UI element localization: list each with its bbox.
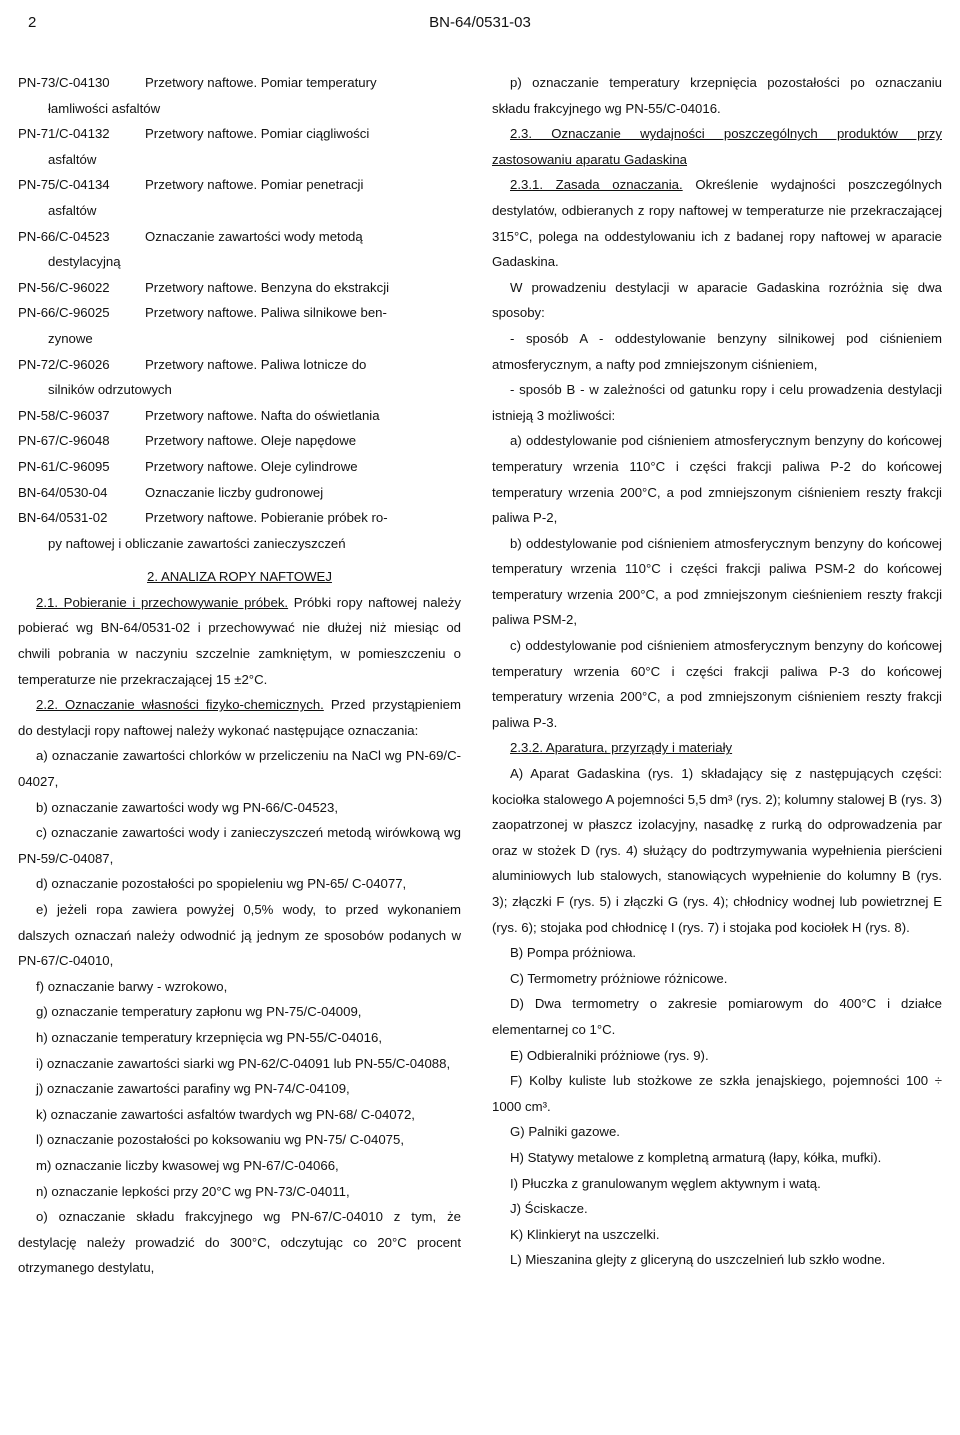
- equipment-f: F) Kolby kuliste lub stożkowe ze szkła jenajskiego, pojemności 100 ÷ 1000 cm³.: [492, 1073, 942, 1114]
- section-2-2: 2.2. Oznaczanie własności fizyko-chemicznych. Przed przystąpieniem do destylacji ropy naftowej należy wykonać następujące oznaczania:: [18, 697, 461, 738]
- reference-title: Przetwory naftowe. Oleje napędowe: [145, 433, 357, 449]
- determination-list: [18, 743, 461, 1280]
- reference-entry: [18, 224, 461, 250]
- reference-code: PN-66/C-04523: [18, 228, 110, 244]
- determination-item: k) oznaczanie zawartości asfaltów twardych wg PN-68/ C-04072,: [36, 1106, 415, 1122]
- reference-title: Przetwory naftowe. Paliwa silnikowe ben-: [145, 305, 387, 321]
- determination-item: h) oznaczanie temperatury krzepnięcia wg PN-55/C-04016,: [36, 1029, 382, 1045]
- reference-entry: [18, 480, 461, 506]
- reference-title: Przetwory naftowe. Pobieranie próbek ro-: [145, 510, 388, 526]
- reference-code: PN-72/C-96026: [18, 356, 110, 372]
- right-column: [492, 70, 942, 1273]
- section-2-3-2-title: 2.3.2. Aparatura, przyrządy i materiały: [510, 740, 733, 756]
- equipment-i: I) Płuczka z granulowanym węglem aktywnym i watą.: [510, 1175, 821, 1191]
- option-a: a) oddestylowanie pod ciśnieniem atmosferycznym benzyny do końcowej temperatury wrzenia 110°C i części frakcji paliwa P-2 do końcowej temperatury wrzenia 200°C, a pod zmniejszonym ciśnieniem reszty frakcji paliwa P-2,: [492, 433, 942, 526]
- reference-code: PN-73/C-04130: [18, 75, 110, 90]
- reference-title: Oznaczanie zawartości wody metodą: [145, 228, 363, 244]
- reference-code: PN-71/C-04132: [18, 126, 110, 142]
- reference-title: Przetwory naftowe. Benzyna do ekstrakcji: [145, 279, 390, 295]
- reference-entry: [18, 352, 461, 378]
- reference-title: Przetwory naftowe. Pomiar temperatury: [145, 75, 377, 90]
- equipment-b: B) Pompa próżniowa.: [510, 945, 637, 961]
- reference-entry: [18, 505, 461, 531]
- section-2-title: 2. ANALIZA ROPY NAFTOWEJ: [147, 569, 332, 585]
- reference-code: PN-56/C-96022: [18, 279, 110, 295]
- reference-list: [18, 70, 461, 556]
- option-b: b) oddestylowanie pod ciśnieniem atmosferycznym benzyny do końcowej temperatury wrzenia 110°C i części frakcji paliwa PSM-2 do końcowej temperatury wrzenia 200°C, a pod zmniejszonym cieśnieniem reszty frakcji paliwa PSM-2,: [492, 535, 942, 628]
- equipment-j: J) Ściskacze.: [510, 1201, 588, 1217]
- reference-code: PN-75/C-04134: [18, 177, 110, 193]
- equipment-g: G) Palniki gazowe.: [510, 1124, 620, 1140]
- reference-title: Przetwory naftowe. Pomiar penetracji: [145, 177, 364, 193]
- equipment-a: A) Aparat Gadaskina (rys. 1) składający się z następujących części: kociołka stalowego A pojemności 5,5 dm³ (rys. 2); kolumny stalowej B (rys. 3) zaopatrzonej w płaszcz izolacyjny, nasadkę z rurką do odprowadzenia par oraz w stożek D (rys. 4) służący do podtrzymywania wypełnienia pierścieni aluminiowych lub stalowych, stanowiących wypełnienie do kolumny B (rys. 3); złączki F (rys. 5) i złączki G (rys. 4); chłodnicy wodnej lub powietrznej E (rys. 6); stojaka pod chłodnicę I (rys. 7) i stojaka pod kociołek H (rys. 8).: [492, 766, 943, 935]
- determination-item: f) oznaczanie barwy - wzrokowo,: [36, 978, 228, 994]
- reference-code: PN-58/C-96037: [18, 407, 110, 423]
- determination-item: d) oznaczanie pozostałości po spopieleniu wg PN-65/ C-04077,: [36, 876, 407, 892]
- reference-code: PN-66/C-96025: [18, 305, 110, 321]
- reference-continuation: łamliwości asfaltów: [48, 100, 161, 116]
- reference-continuation: destylacyjną: [48, 254, 121, 270]
- determination-item: b) oznaczanie zawartości wody wg PN-66/C-04523,: [36, 799, 338, 815]
- determination-item: i) oznaczanie zawartości siarki wg PN-62/C-04091 lub PN-55/C-04088,: [36, 1055, 451, 1071]
- reference-entry: [18, 428, 461, 454]
- reference-title: Przetwory naftowe. Oleje cylindrowe: [145, 458, 358, 474]
- reference-code: PN-61/C-96095: [18, 458, 110, 474]
- section-2-1: 2.1. Pobieranie i przechowywanie próbek. Próbki ropy naftowej należy pobierać wg BN-64/0531-02 i przechowywać nie dłużej niż miesiąc od chwili pobrania w naczyniu szczelnie zamkniętym, w pomieszczeniu o temperaturze nie przekraczającej 15 ±2°C.: [18, 594, 461, 687]
- section-2-3-title: 2.3. Oznaczanie wydajności poszczególnych produktów przy zastosowaniu aparatu Gadaskina: [492, 126, 942, 167]
- determination-item: g) oznaczanie temperatury zapłonu wg PN-75/C-04009,: [36, 1004, 362, 1020]
- reference-title: Przetwory naftowe. Nafta do oświetlania: [145, 407, 380, 423]
- reference-code: PN-67/C-96048: [18, 433, 110, 449]
- left-column: [18, 70, 461, 1281]
- reference-title: Oznaczanie liczby gudronowej: [145, 484, 324, 500]
- determination-item: c) oznaczanie zawartości wody i zanieczyszczeń metodą wirówkową wg PN-59/C-04087,: [18, 825, 461, 866]
- page-number: 2: [28, 14, 37, 31]
- reference-title: Przetwory naftowe. Paliwa lotnicze do: [145, 356, 367, 372]
- equipment-k: K) Klinkieryt na uszczelki.: [510, 1226, 660, 1242]
- option-c: c) oddestylowanie pod ciśnieniem atmosferycznym benzyny do końcowej temperatury wrzenia 60°C i części frakcji paliwa P-3 do końcowej temperatury wrzenia 200°C, a pod zmniejszonym ciśnieniem reszty frakcji paliwa P-3.: [492, 638, 942, 730]
- method-b: - sposób B - w zależności od gatunku ropy i celu prowadzenia destylacji istnieją 3 możliwości:: [492, 382, 942, 423]
- reference-continuation: py naftowej i obliczanie zawartości zanieczyszczeń: [48, 535, 346, 551]
- determination-item: a) oznaczanie zawartości chlorków w przeliczeniu na NaCl wg PN-69/C-04027,: [18, 748, 461, 790]
- determination-item: m) oznaczanie liczby kwasowej wg PN-67/C-04066,: [36, 1157, 339, 1173]
- reference-title: Przetwory naftowe. Pomiar ciągliwości: [145, 126, 370, 142]
- method-a: - sposób A - oddestylowanie benzyny silnikowej pod ciśnieniem atmosferycznym, a nafty pod zmniejszonym ciśnieniem,: [492, 330, 942, 372]
- reference-code: BN-64/0531-02: [18, 510, 108, 526]
- determination-item: l) oznaczanie pozostałości po koksowaniu wg PN-75/ C-04075,: [36, 1132, 404, 1148]
- reference-code: BN-64/0530-04: [18, 484, 108, 500]
- equipment-e: E) Odbieralniki próżniowe (rys. 9).: [510, 1047, 709, 1063]
- reference-continuation: asfaltów: [48, 151, 97, 167]
- reference-entry: [18, 300, 461, 326]
- equipment-c: C) Termometry próżniowe różnicowe.: [510, 970, 728, 986]
- section-2-3-1: 2.3.1. Zasada oznaczania. Określenie wydajności poszczególnych destylatów, odbieranych z ropy naftowej w temperaturze nie przekraczającej 315°C, polega na oddestylowaniu ich z badanej ropy naftowej w aparacie Gadaskina.: [492, 177, 942, 270]
- determination-item: n) oznaczanie lepkości przy 20°C wg PN-73/C-04011,: [36, 1183, 350, 1199]
- determination-item: o) oznaczanie składu frakcyjnego wg PN-67/C-04010 z tym, że destylację należy prowadzić do 300°C, odczytując co 20°C procent otrzymanego destylatu,: [18, 1209, 461, 1276]
- reference-entry: [18, 454, 461, 480]
- document-code: BN-64/0531-03: [429, 14, 531, 31]
- paragraph-methods: W prowadzeniu destylacji w aparacie Gadaskina rozróżnia się dwa sposoby:: [492, 279, 942, 321]
- reference-entry: [18, 275, 461, 301]
- reference-entry: [18, 403, 461, 429]
- reference-entry: [18, 70, 461, 96]
- reference-continuation: silników odrzutowych: [48, 382, 172, 398]
- reference-continuation: asfaltów: [48, 202, 97, 218]
- determination-item: j) oznaczanie zawartości parafiny wg PN-74/C-04109,: [36, 1081, 350, 1097]
- reference-entry: [18, 172, 461, 198]
- reference-entry: [18, 121, 461, 147]
- item-p: p) oznaczanie temperatury krzepnięcia pozostałości po oznaczaniu składu frakcyjnego wg PN-55/C-04016.: [492, 75, 942, 116]
- equipment-l: L) Mieszanina glejty z gliceryną do uszczelnień lub szkło wodne.: [510, 1252, 886, 1268]
- reference-continuation: zynowe: [48, 330, 93, 346]
- equipment-h: H) Statywy metalowe z kompletną armaturą (łapy, kółka, mufki).: [510, 1149, 882, 1165]
- equipment-d: D) Dwa termometry o zakresie pomiarowym do 400°C i działce elementarnej co 1°C.: [492, 996, 942, 1037]
- determination-item: e) jeżeli ropa zawiera powyżej 0,5% wody, to przed wykonaniem dalszych oznaczań należy odwodnić ją jednym ze sposobów podanych w PN-67/C-04010,: [18, 902, 461, 969]
